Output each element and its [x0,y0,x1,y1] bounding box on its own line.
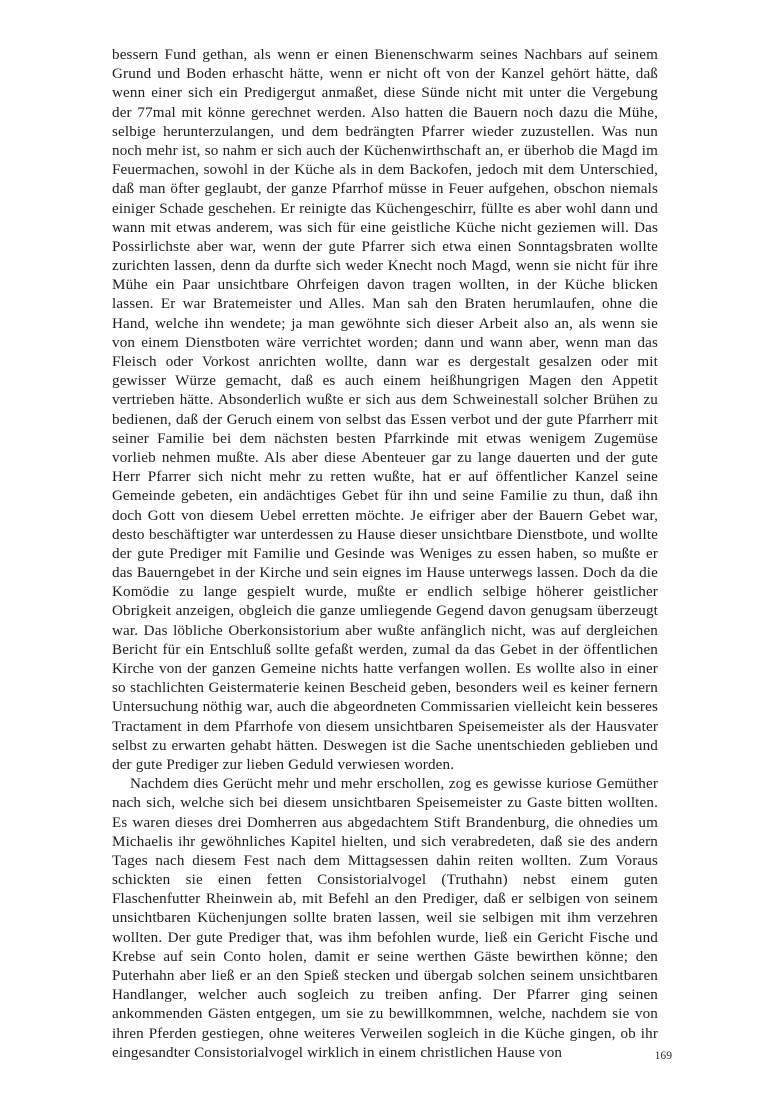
body-paragraph-1: bessern Fund gethan, als wenn er einen Bienenschwarm seines Nachbars auf seinem Grund und Boden erhascht hätte, wenn er nicht oft von der Kanzel gehört hätte, daß wenn einer sich ein Predigergut anmaßet, diese Sünde nicht mit unter die Vergebung der 77mal mit könne gerechnet werden. Also hatten die Bauern noch dazu die Mühe, selbige herunterzulangen, und dem bedrängten Pfarrer wieder zuzustellen. Was nun noch mehr ist, so nahm er sich auch der Küchenwirthschaft an, er überhob die Magd im Feuermachen, sowohl in der Küche als in dem Backofen, jedoch mit dem Unterschied, daß man öfter geglaubt, der ganze Pfarrhof müsse in Feuer aufgehen, obschon niemals einiger Schade geschehen. Er reinigte das Küchengeschirr, füllte es aber wohl dann und wann mit etwas anderem, was sich für eine geistliche Küche nicht geziemen will. Das Possirlichste aber war, wenn der gute Pfarrer sich etwa einen Sonntagsbraten wollte zurichten lassen, denn da durfte sich weder Knecht noch Magd, wenn sie nicht für ihre Mühe ein Paar unsichtbare Ohrfeigen davon tragen wollten, in der Küche blicken lassen. Er war Bratemeister und Alles. Man sah den Braten herumlaufen, ohne die Hand, welche ihn wendete; ja man gewöhnte sich dieser Arbeit also an, als wenn sie von einem Dienstboten wäre verrichtet worden; dann und wann aber, wenn man das Fleisch oder Vorkost anrichten wollte, dann war es dergestalt gesalzen oder mit gewisser Würze gemacht, daß es auch einem heißhungrigen Magen den Appetit vertrieben hätte. Absonderlich wußte er sich aus dem Schweinestall solcher Brühen zu bedienen, daß der Geruch einem von selbst das Essen verbot und der gute Pfarrherr mit seiner Familie bei dem nächsten besten Pfarrkinde mit etwas wenigem Zugemüse vorlieb nehmen mußte. Als aber diese Abenteuer gar zu lange dauerten und der gute Herr Pfarrer sich nicht mehr zu retten wußte, hat er auf öffentlicher Kanzel seine Gemeinde gebeten, ein andächtiges Gebet für ihn und seine Familie zu thun, daß ihn doch Gott von diesem Uebel erretten möchte. Je eifriger aber der Bauern Gebet war, desto beschäftigter war unterdessen zu Hause dieser unsichtbare Dienstbote, und wollte der gute Prediger mit Familie und Gesinde was Weniges zu essen haben, so mußte er das Bauerngebet in der Kirche und sein eignes im Hause unterwegs lassen. Doch da die Komödie zu lange gespielt wurde, mußte er endlich selbige höherer geistlicher Obrigkeit anzeigen, obgleich die ganze umliegende Gegend davon genugsam überzeugt war. Das löbliche Oberkonsistorium aber wußte anfänglich nicht, was auf dergleichen Bericht für ein Entschluß sollte gefaßt werden, zumal da das Gebet in der öffentlichen Kirche von der ganzen Gemeine nichts hatte verfangen wollen. Es wollte also in einer so stachlichten Geistermaterie keinen Bescheid geben, besonders weil es keiner fernern Untersuchung nöthig war, auch die abgeordneten Commissarien vielleicht kein besseres Tractament in dem Pfarrhofe von diesem unsichtbaren Speisemeister als der Hausvater selbst zu erwarten gehabt hätten. Deswegen ist die Sache unentschieden geblieben und der gute Prediger zur lieben Geduld verwiesen worden. [112,47,658,773]
body-text-column [112,46,658,1063]
body-paragraph-2: Nachdem dies Gerücht mehr und mehr erschollen, zog es gewisse kuriose Gemüther nach sich, welche sich bei diesem unsichtbaren Speisemeister zu Gaste bitten wollten. Es waren dieses drei Domherren aus abgedachtem Stift Brandenburg, die ohnedies um Michaelis ihr gewöhnliches Kapitel hielten, und sich verabredeten, daß sie des andern Tages nach diesem Fest nach dem Mittagsessen dahin reiten wollten. Zum Voraus schickten sie einen fetten Consistorialvogel (Truthahn) nebst einem guten Flaschenfutter Rheinwein ab, mit Befehl an den Prediger, daß er selbigen von seinem unsichtbaren Küchenjungen sollte braten lassen, weil sie selbigen mit ihm verzehren wollten. Der gute Prediger that, was ihm befohlen wurde, ließ ein Gericht Fische und Krebse auf sein Conto holen, damit er seine werthen Gäste bewirthen könne; den Puterhahn aber ließ er an den Spieß stecken und übergab solchen seinem unsichtbaren Handlanger, welcher auch sogleich zu treiben anfing. Der Pfarrer ging seinen ankommenden Gästen entgegen, um sie zu bewillkommnen, welche, nachdem sie von ihren Pferden gestiegen, ohne weiteres Verweilen sogleich in die Küche gingen, ob ihr eingesandter Consistorialvogel wirklich in einem christlichen Hause von [112,776,658,1061]
page-number: 169 [654,1049,672,1062]
